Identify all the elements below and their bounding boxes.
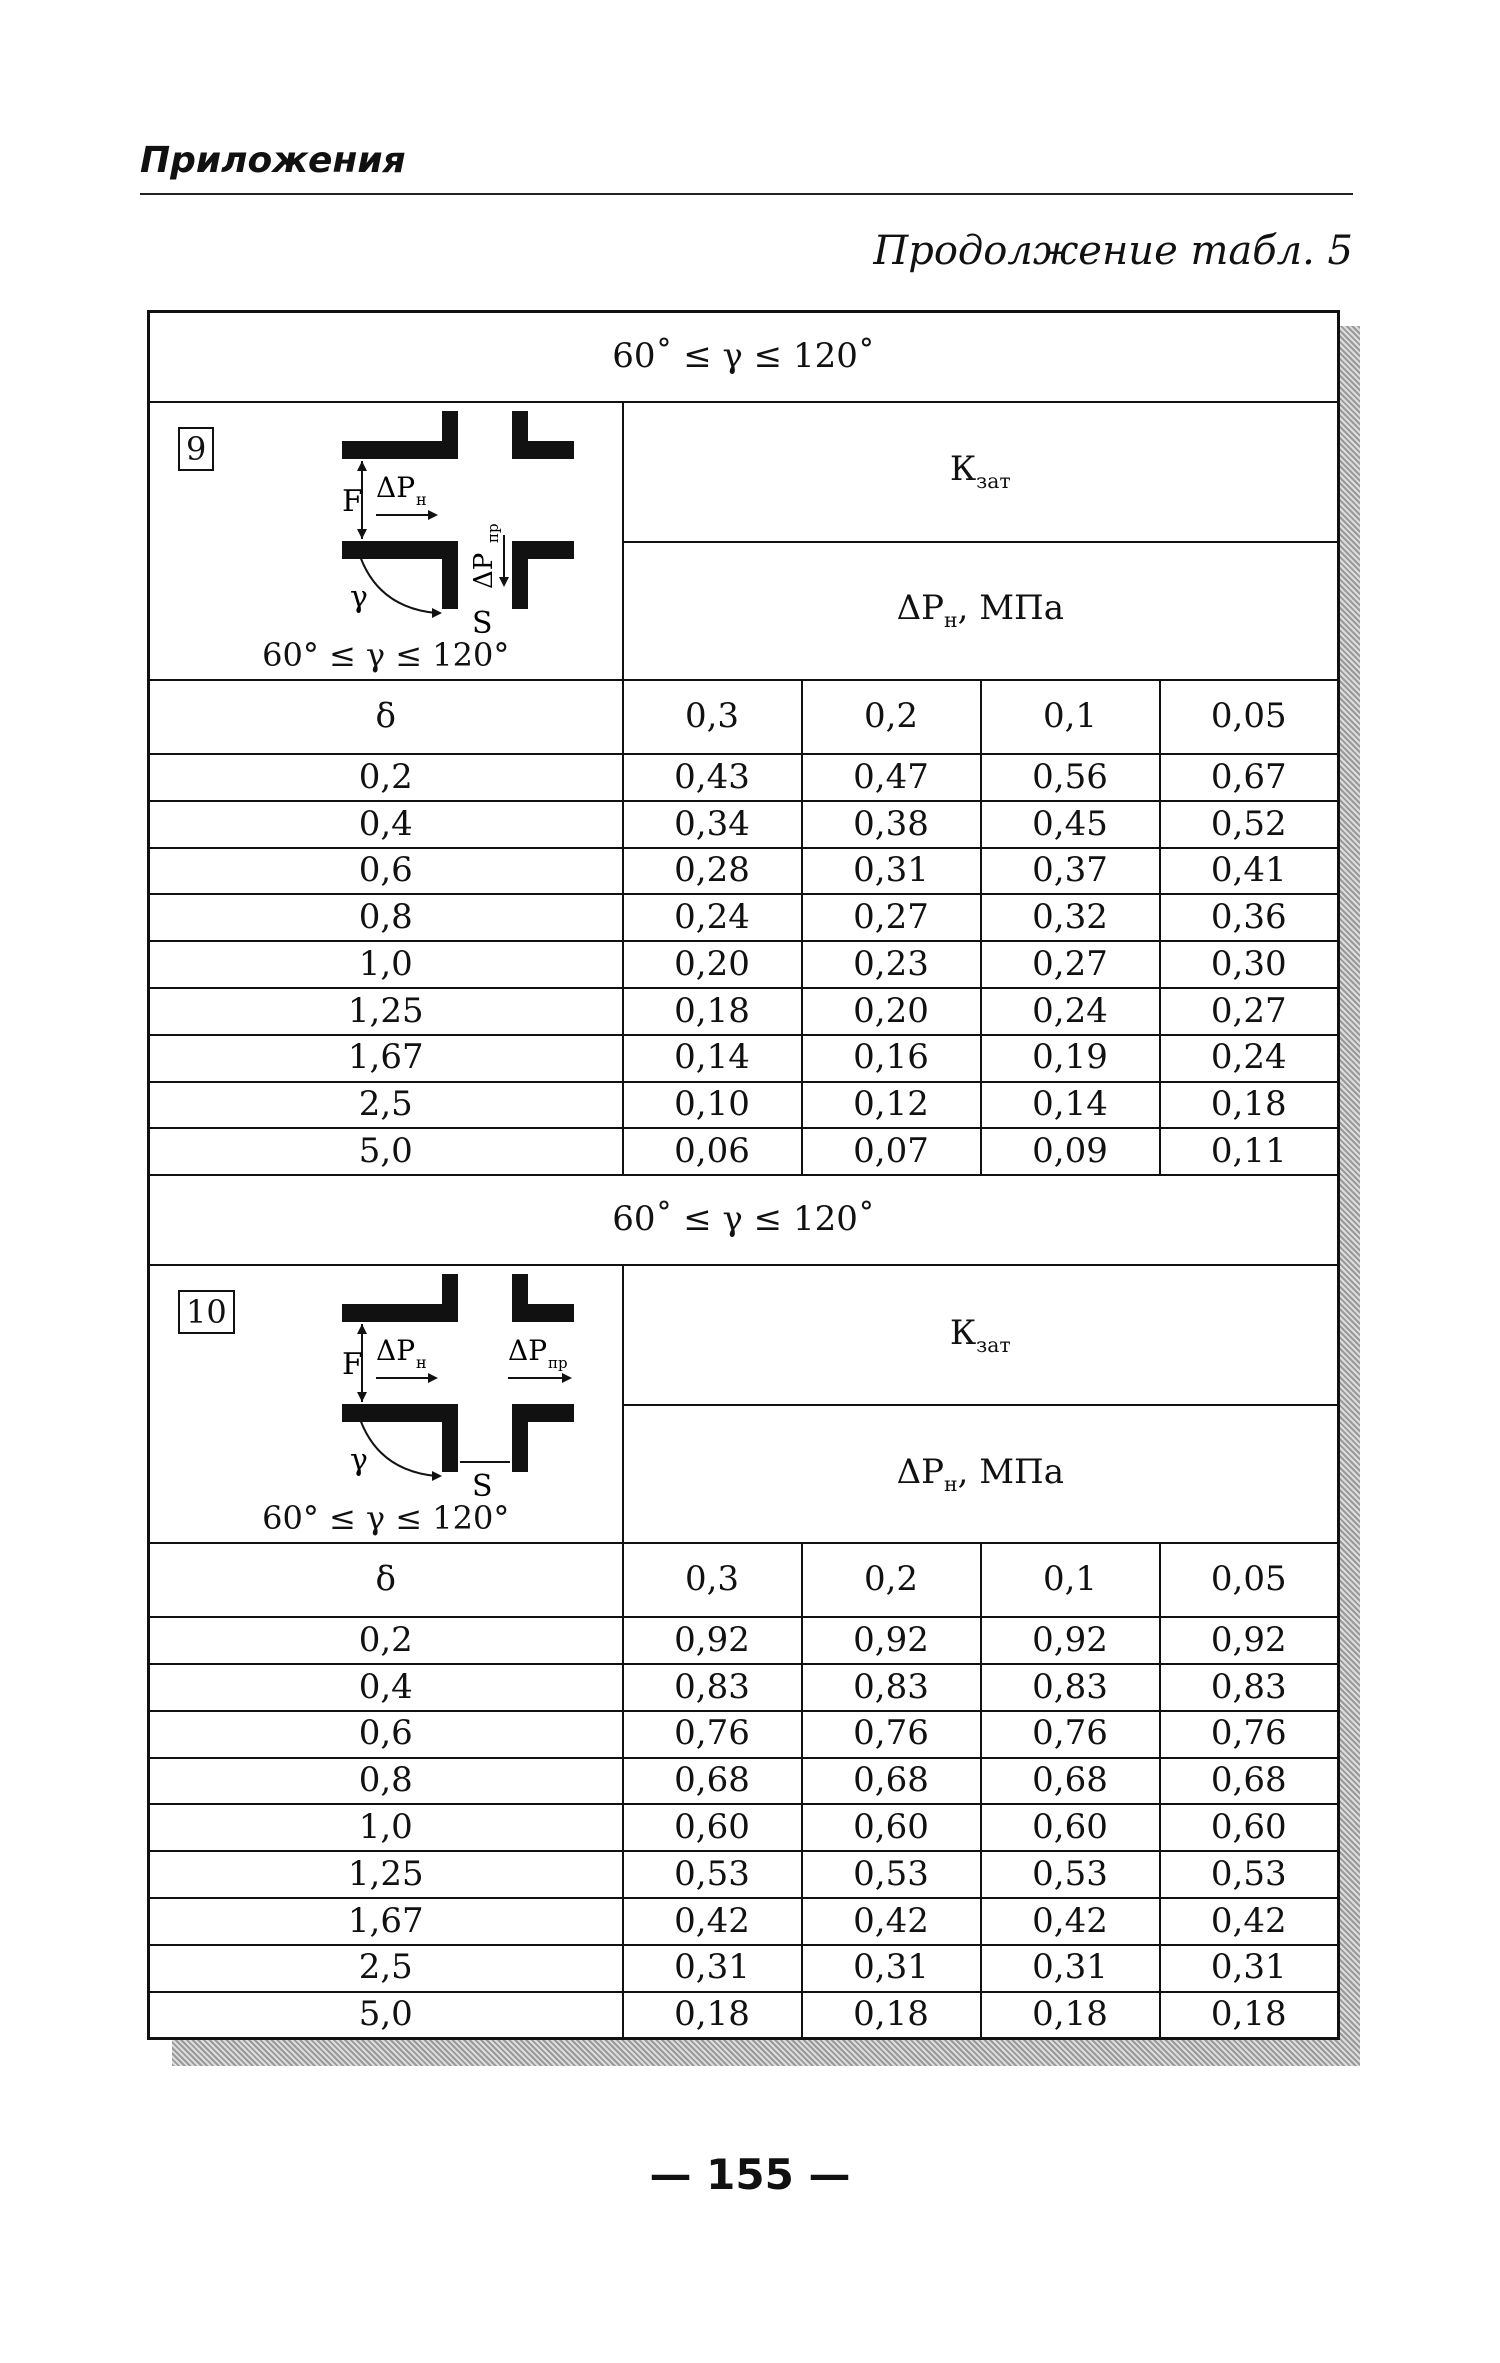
range-row [149, 312, 1339, 403]
delta-cell: 1,67 [149, 1035, 623, 1082]
tee-junction-diagram [280, 1274, 600, 1514]
header-row [149, 1265, 1339, 1405]
coefficient-cell: 0,76 [623, 1711, 802, 1758]
coefficient-cell: 0,83 [981, 1664, 1160, 1711]
table-row [149, 1617, 1339, 1664]
coefficient-cell: 0,23 [802, 941, 981, 988]
coefficient-cell: 0,60 [1160, 1804, 1339, 1851]
f-arrow-down-icon [357, 1392, 367, 1402]
coefficient-cell: 0,53 [802, 1851, 981, 1898]
dp-pr-label: ΔP [469, 552, 499, 589]
coefficient-cell: 0,14 [623, 1035, 802, 1082]
coefficient-cell: 0,19 [981, 1035, 1160, 1082]
coefficient-cell: 0,32 [981, 894, 1160, 941]
coefficient-cell: 0,18 [623, 1992, 802, 2039]
coefficient-cell: 0,83 [623, 1664, 802, 1711]
diagram-caption: 60° ≤ γ ≤ 120° [262, 1498, 510, 1537]
coefficient-table [147, 310, 1340, 2040]
coefficient-cell: 0,68 [623, 1758, 802, 1805]
pressure-header: $\Delta P_н$, МПа [623, 542, 1339, 680]
coefficient-cell: 0,42 [981, 1898, 1160, 1945]
coefficient-cell: 0,43 [623, 754, 802, 801]
dp-subscript: н [944, 1471, 958, 1496]
coefficient-cell: 0,07 [802, 1128, 981, 1175]
table-row [149, 941, 1339, 988]
coefficient-cell: 0,31 [802, 848, 981, 895]
dp-n-arrow-icon [428, 510, 438, 520]
coefficient-cell: 0,18 [802, 1992, 981, 2039]
gamma-arrow-icon [432, 1471, 442, 1481]
delta-cell: 0,2 [149, 754, 623, 801]
table-row [149, 1945, 1339, 1992]
coefficient-cell: 0,45 [981, 801, 1160, 848]
table-row [149, 1035, 1339, 1082]
table-row [149, 1128, 1339, 1175]
table-row [149, 1758, 1339, 1805]
gamma-label: γ [350, 1443, 368, 1479]
coefficient-cell: 0,52 [1160, 801, 1339, 848]
coefficient-cell: 0,24 [981, 988, 1160, 1035]
coefficient-cell: 0,16 [802, 1035, 981, 1082]
coefficient-cell: 0,60 [623, 1804, 802, 1851]
coefficient-cell: 0,53 [623, 1851, 802, 1898]
coefficient-cell: 0,68 [802, 1758, 981, 1805]
f-arrow-down-icon [357, 529, 367, 539]
dp-pr-subscript: пр [484, 523, 502, 543]
coefficient-cell: 0,68 [1160, 1758, 1339, 1805]
wall-top-left-horizontal [342, 1304, 458, 1322]
pressure-column-header: 0,2 [802, 680, 981, 754]
pressure-column-header: 0,1 [981, 1543, 1160, 1617]
coefficient-cell: 0,31 [1160, 1945, 1339, 1992]
delta-cell: 1,0 [149, 1804, 623, 1851]
header-rule [140, 193, 1353, 195]
coefficient-cell: 0,10 [623, 1082, 802, 1129]
delta-cell: 0,2 [149, 1617, 623, 1664]
pressure-header: $\Delta P_н$, МПа [623, 1405, 1339, 1543]
wall-bottom-left-vertical [442, 1404, 458, 1472]
coefficient-cell: 0,38 [802, 801, 981, 848]
k-coefficient-header: $К_{зат}$ [623, 402, 1339, 542]
s-label: S [472, 606, 493, 641]
delta-cell: 1,25 [149, 988, 623, 1035]
gamma-arrow-icon [432, 608, 442, 618]
f-label: F [342, 484, 363, 519]
k-subscript: зат [976, 469, 1011, 494]
delta-cell: 0,4 [149, 801, 623, 848]
delta-cell: 1,0 [149, 941, 623, 988]
dp-pr-label: ΔP [508, 1334, 548, 1368]
coefficient-cell: 0,20 [623, 941, 802, 988]
dp-n-label: ΔP [376, 471, 416, 504]
coefficient-cell: 0,42 [1160, 1898, 1339, 1945]
diagram-caption: 60° ≤ γ ≤ 120° [262, 635, 510, 674]
delta-cell: 0,8 [149, 1758, 623, 1805]
coefficient-cell: 0,09 [981, 1128, 1160, 1175]
coefficient-cell: 0,18 [1160, 1992, 1339, 2039]
wall-top-right-horizontal [512, 1304, 574, 1322]
f-arrow-up-icon [357, 1324, 367, 1334]
pressure-column-header: 0,05 [1160, 680, 1339, 754]
delta-cell: 0,6 [149, 848, 623, 895]
column-header-row [149, 680, 1339, 754]
coefficient-cell: 0,68 [981, 1758, 1160, 1805]
coefficient-cell: 0,24 [623, 894, 802, 941]
coefficient-cell: 0,92 [802, 1617, 981, 1664]
dp-n-arrow-icon [428, 1373, 438, 1383]
coefficient-cell: 0,41 [1160, 848, 1339, 895]
coefficient-cell: 0,83 [1160, 1664, 1339, 1711]
table-row [149, 1664, 1339, 1711]
tee-junction-diagram [280, 411, 600, 651]
coefficient-cell: 0,27 [981, 941, 1160, 988]
pressure-column-header: 0,05 [1160, 1543, 1339, 1617]
coefficient-cell: 0,31 [802, 1945, 981, 1992]
dp-pr-arrow-icon [562, 1373, 572, 1383]
table-row [149, 894, 1339, 941]
coefficient-cell: 0,47 [802, 754, 981, 801]
wall-bottom-right-vertical [512, 541, 528, 609]
coefficient-cell: 0,27 [1160, 988, 1339, 1035]
table-row [149, 801, 1339, 848]
table-row [149, 1992, 1339, 2039]
range-condition: 60˚ ≤ γ ≤ 120˚ [149, 312, 1339, 403]
table-row [149, 1898, 1339, 1945]
delta-cell: 0,6 [149, 1711, 623, 1758]
pressure-column-header: 0,1 [981, 680, 1160, 754]
page-number: — 155 — [649, 2150, 851, 2199]
running-head: Приложения [140, 140, 406, 181]
coefficient-cell: 0,18 [1160, 1082, 1339, 1129]
case-number: 9 [178, 427, 214, 471]
wall-bottom-right-vertical [512, 1404, 528, 1472]
table-row [149, 988, 1339, 1035]
range-condition: 60˚ ≤ γ ≤ 120˚ [149, 1175, 1339, 1265]
dp-n-label: ΔP [376, 1334, 416, 1368]
table-row [149, 754, 1339, 801]
table-row [149, 1711, 1339, 1758]
coefficient-cell: 0,37 [981, 848, 1160, 895]
dp-n-subscript: н [416, 490, 427, 509]
wall-top-left-horizontal [342, 441, 458, 459]
delta-cell: 0,4 [149, 1664, 623, 1711]
coefficient-cell: 0,67 [1160, 754, 1339, 801]
wall-bottom-left-vertical [442, 541, 458, 609]
coefficient-cell: 0,76 [981, 1711, 1160, 1758]
coefficient-cell: 0,06 [623, 1128, 802, 1175]
coefficient-cell: 0,18 [981, 1992, 1160, 2039]
diagram-cell [149, 1265, 623, 1543]
delta-cell: 2,5 [149, 1082, 623, 1129]
gamma-label: γ [350, 580, 368, 615]
coefficient-cell: 0,60 [802, 1804, 981, 1851]
case-number: 10 [178, 1290, 235, 1334]
coefficient-cell: 0,24 [1160, 1035, 1339, 1082]
delta-column-header: δ [149, 1543, 623, 1617]
wall-top-right-horizontal [512, 441, 574, 459]
dp-subscript: н [944, 608, 958, 633]
coefficient-cell: 0,92 [1160, 1617, 1339, 1664]
pressure-column-header: 0,3 [623, 1543, 802, 1617]
coefficient-cell: 0,34 [623, 801, 802, 848]
coefficient-cell: 0,53 [1160, 1851, 1339, 1898]
coefficient-cell: 0,92 [981, 1617, 1160, 1664]
s-label: S [472, 1469, 493, 1505]
delta-cell: 2,5 [149, 1945, 623, 1992]
coefficient-cell: 0,31 [623, 1945, 802, 1992]
coefficient-cell: 0,18 [623, 988, 802, 1035]
coefficient-cell: 0,11 [1160, 1128, 1339, 1175]
delta-cell: 1,67 [149, 1898, 623, 1945]
coefficient-cell: 0,83 [802, 1664, 981, 1711]
k-coefficient-header: $К_{зат}$ [623, 1265, 1339, 1405]
table-row [149, 1851, 1339, 1898]
k-subscript: зат [976, 1332, 1011, 1357]
column-header-row [149, 1543, 1339, 1617]
dp-pr-arrow-icon [499, 577, 509, 587]
coefficient-cell: 0,31 [981, 1945, 1160, 1992]
diagram-cell [149, 402, 623, 680]
coefficient-cell: 0,60 [981, 1804, 1160, 1851]
f-arrow-up-icon [357, 461, 367, 471]
table-row [149, 1082, 1339, 1129]
table-row [149, 848, 1339, 895]
delta-column-header: δ [149, 680, 623, 754]
pressure-column-header: 0,2 [802, 1543, 981, 1617]
coefficient-cell: 0,36 [1160, 894, 1339, 941]
coefficient-cell: 0,42 [802, 1898, 981, 1945]
coefficient-cell: 0,14 [981, 1082, 1160, 1129]
coefficient-cell: 0,76 [802, 1711, 981, 1758]
coefficient-cell: 0,42 [623, 1898, 802, 1945]
f-label: F [342, 1347, 363, 1383]
coefficient-cell: 0,27 [802, 894, 981, 941]
coefficient-cell: 0,12 [802, 1082, 981, 1129]
header-row [149, 402, 1339, 542]
coefficient-cell: 0,28 [623, 848, 802, 895]
coefficient-cell: 0,20 [802, 988, 981, 1035]
delta-cell: 0,8 [149, 894, 623, 941]
delta-cell: 5,0 [149, 1992, 623, 2039]
coefficient-cell: 0,92 [623, 1617, 802, 1664]
coefficient-cell: 0,76 [1160, 1711, 1339, 1758]
pressure-column-header: 0,3 [623, 680, 802, 754]
coefficient-cell: 0,56 [981, 754, 1160, 801]
dp-pr-subscript: пр [548, 1354, 568, 1373]
delta-cell: 1,25 [149, 1851, 623, 1898]
delta-cell: 5,0 [149, 1128, 623, 1175]
coefficient-cell: 0,53 [981, 1851, 1160, 1898]
table-continuation-caption: Продолжение табл. 5 [873, 228, 1353, 274]
table-row [149, 1804, 1339, 1851]
dp-n-subscript: н [416, 1353, 427, 1373]
range-row [149, 1175, 1339, 1265]
coefficient-cell: 0,30 [1160, 941, 1339, 988]
